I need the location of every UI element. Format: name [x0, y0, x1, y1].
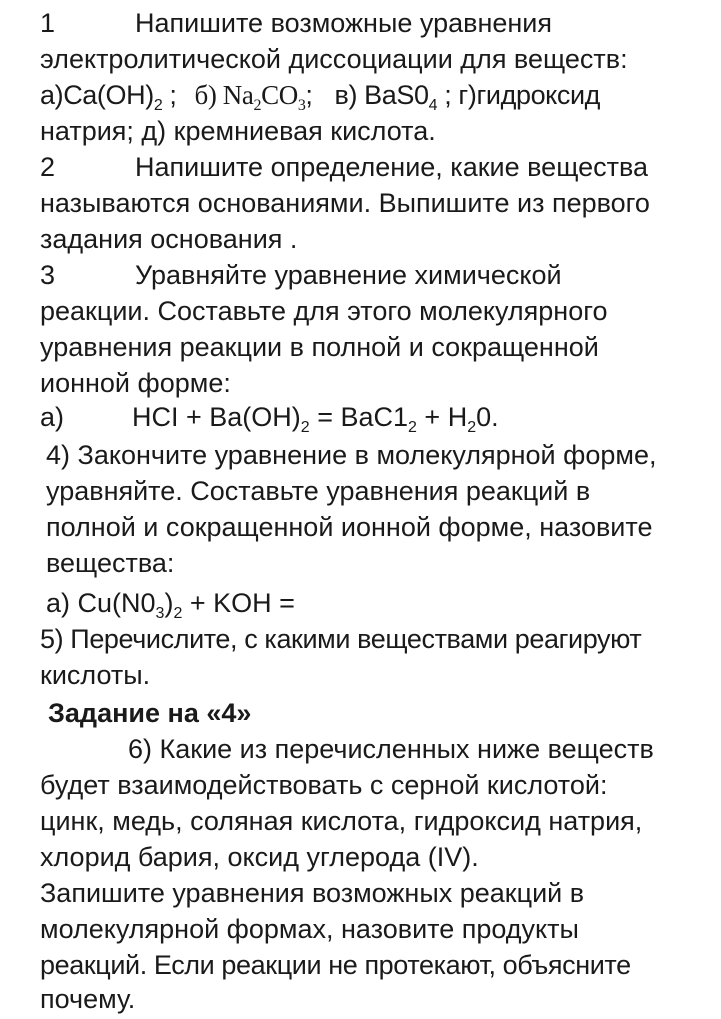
task3-line4: ионной форме: [40, 368, 231, 398]
substance-b-sub2: 3 [297, 97, 306, 114]
task1-substances [40, 80, 601, 114]
task2-line2: называются основаниями. Выпишите из первого [40, 188, 650, 218]
task4-eq-label: а) [46, 588, 78, 618]
task3-equation [40, 402, 499, 436]
task6-line4: хлорид бария, оксид углерода (IV). [40, 842, 479, 872]
task6-line6: молекулярной формах, назовите продукты [40, 914, 579, 944]
task1-line1: Напишите возможные уравнения [135, 8, 552, 38]
task3-line2: реакции. Составьте для этого молекулярного [40, 296, 608, 326]
task6-line8: почему. [40, 984, 136, 1014]
task3-eq-label: а) [40, 402, 65, 432]
substance-c-sub: 4 [428, 97, 438, 114]
task3-eq-part1: HCI + Ba(OH) [132, 402, 301, 432]
task3-eq-part4: 0. [476, 402, 499, 432]
task6-line3: цинк, медь, соляная кислота, гидроксид натрия, [40, 806, 643, 836]
task4-eq-part3: + KOH = [182, 588, 295, 618]
task4-eq-sub1: 3 [155, 605, 165, 622]
task6-line1: 6) Какие из перечисленных ниже веществ [128, 734, 654, 764]
substance-b-sep: ; [305, 80, 313, 110]
substance-a: а)Ca(OH) [40, 80, 154, 110]
task4-eq-part2: ) [164, 588, 174, 618]
task3-line3: уравнения реакции в полной и сокращенной [40, 332, 599, 362]
task4-eq-sub2: 2 [173, 605, 183, 622]
task4-line1: 4) Закончите уравнение в молекулярной форме, [46, 440, 657, 470]
task2-heading [40, 152, 648, 182]
substance-b-mid: CO [261, 80, 298, 110]
task3-number: 3 [40, 260, 56, 290]
substance-b-sub1: 2 [253, 97, 262, 114]
task4-line4: вещества: [46, 548, 175, 578]
task1-number: 1 [40, 8, 56, 38]
task6-line7: реакций. Если реакции не протекают, объясните [40, 950, 631, 980]
task5-line2: кислоты. [40, 660, 151, 690]
task3-eq-sub1: 2 [300, 419, 310, 436]
task3-eq-part3: + H [416, 402, 468, 432]
task3-eq-sub2: 2 [408, 419, 417, 436]
task2-line1: Напишите определение, какие вещества [135, 152, 649, 182]
substance-a-sep: ; [162, 80, 177, 110]
task3-eq-sub3: 2 [467, 419, 477, 436]
task5-line1: 5) Перечислите, с какими веществами реагируют [40, 624, 642, 654]
task4-line2: уравняйте. Составьте уравнения реакций в [46, 476, 591, 506]
task4-line3: полной и сокращенной ионной форме, назовите [46, 512, 653, 542]
substance-c: в) BaS0 [334, 80, 429, 110]
task2-number: 2 [40, 152, 56, 182]
section-heading: Задание на «4» [48, 698, 252, 728]
task1-line2: электролитической диссоциации для веществ: [40, 44, 628, 74]
task4-eq-part1: Cu(N0 [77, 588, 156, 618]
substance-a-sub: 2 [153, 97, 163, 114]
substance-b: б) Na [194, 80, 254, 110]
substance-c-after: ; г)гидроксид [437, 80, 601, 110]
task1-heading [40, 8, 552, 38]
task3-line1: Уравняйте уравнение химической [135, 260, 562, 290]
task6-line5: Запишите уравнения возможных реакций в [40, 878, 585, 908]
task6-line2: будет взаимодействовать с серной кислотой: [40, 770, 608, 800]
task1-line4: натрия; д) кремниевая кислота. [40, 116, 436, 146]
task2-line3: задания основания . [40, 224, 298, 254]
task3-eq-part2: = BaC1 [309, 402, 409, 432]
task3-heading [40, 260, 562, 290]
task4-equation [46, 588, 295, 622]
